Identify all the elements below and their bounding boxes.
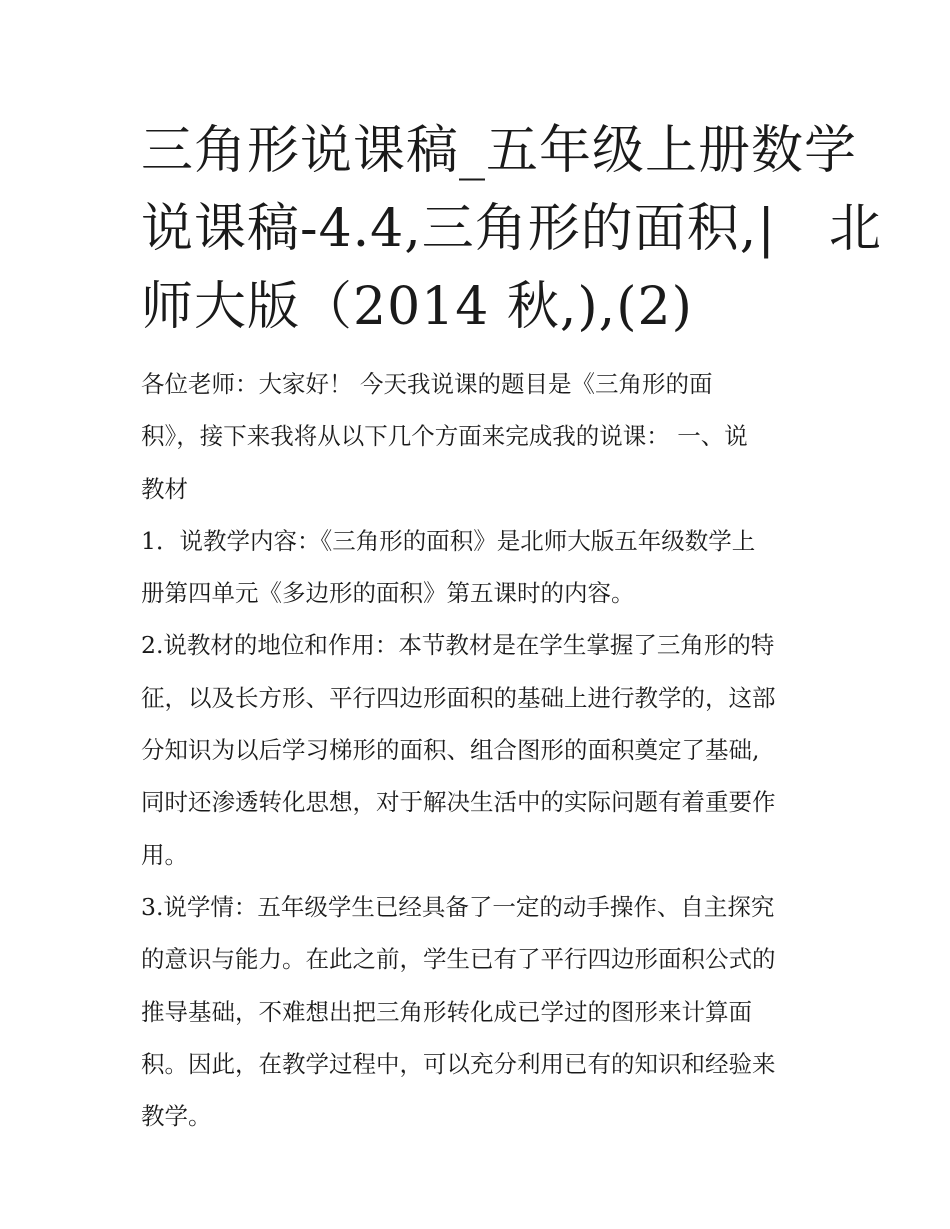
body-line: 册第四单元《多边形的面积》第五课时的内容。 (141, 579, 635, 608)
title-line: 说课稿-4.4,三角形的面积,| 北 (141, 199, 882, 259)
body-line: 各位老师：大家好！ 今天我说课的题目是《三角形的面 (141, 370, 713, 398)
body-line: 1．说教学内容：《三角形的面积》是北师大版五年级数学上 (141, 526, 756, 555)
body-line: 征，以及长方形、平行四边形面积的基础上进行教学的，这部 (141, 683, 776, 712)
title-line: 师大版（2014 秋,),(2) (141, 277, 693, 337)
body-line: 3.说学情：五年级学生已经具备了一定的动手操作、自主探究 (141, 892, 775, 921)
body-line: 用。 (141, 840, 188, 869)
body-line: 同时还渗透转化思想，对于解决生活中的实际问题有着重要作 (141, 788, 776, 817)
body-line: 分知识为以后学习梯形的面积、组合图形的面积奠定了基础, (141, 736, 760, 765)
body-line: 教学。 (141, 1102, 212, 1131)
body-line: 2.说教材的地位和作用：本节教材是在学生掌握了三角形的特 (141, 631, 775, 660)
body-line: 教材 (141, 474, 188, 503)
body-line: 积。因此，在教学过程中，可以充分利用已有的知识和经验来 (141, 1049, 776, 1078)
title-line: 三角形说课稿_五年级上册数学 (141, 121, 858, 181)
body-line: 的意识与能力。在此之前，学生已有了平行四边形面积公式的 (141, 945, 776, 974)
document-title (141, 112, 882, 346)
document-body (141, 358, 821, 1142)
body-line: 推导基础，不难想出把三角形转化成已学过的图形来计算面 (141, 997, 752, 1026)
body-line: 积》，接下来我将从以下几个方面来完成我的说课： 一、说 (141, 422, 748, 451)
